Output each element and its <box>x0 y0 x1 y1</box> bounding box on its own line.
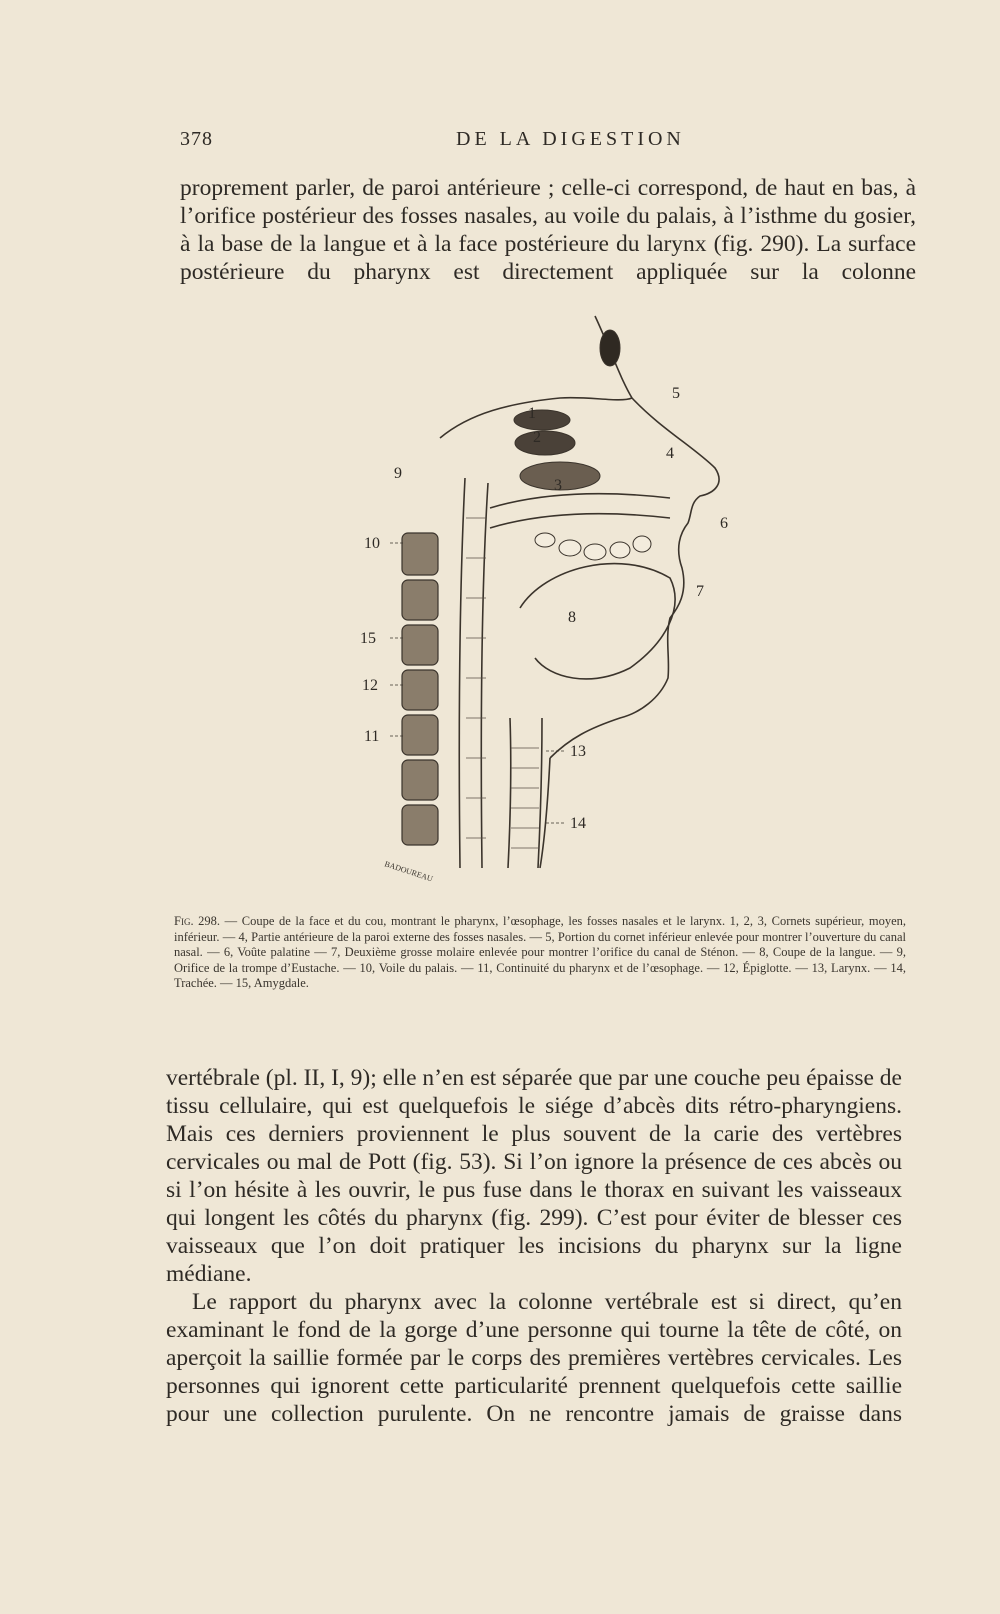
paragraph-top: proprement parler, de paroi antérieure ; celle-ci correspond, de haut en bas, à l’orifice postérieur des fosses nasales, au voile du palais, à l’isthme du gosier, à la base de la langue et à la face postérieure du larynx (fig. 290). La surface postérieure du pharynx est directement appliquée sur la colonne <box>180 175 916 285</box>
figure-label: 13 <box>570 743 586 760</box>
figure-caption-label: Fig. 298. <box>174 914 221 928</box>
figure-label: 6 <box>720 515 728 532</box>
figure-label: 1 <box>528 405 536 422</box>
figure-label: 10 <box>364 535 380 552</box>
figure-label: 4 <box>666 445 674 462</box>
figure-label: 9 <box>394 465 402 482</box>
engraver-signature: BADOUREAU <box>383 859 434 884</box>
paragraph-bottom-1: vertébrale (pl. II, I, 9); elle n’en est séparée que par une couche peu épaisse de tissu cellulaire, qui est quelquefois le siége d’abcès dits rétro-pharyngiens. Mais ces derniers proviennent le plus souvent de la carie des vertèbres cervicales ou mal de Pott (fig. 53). Si l’on ignore la présence de ces abcès ou si l’on hésite à les ouvrir, le pus fuse dans le thorax en suivant les vaisseaux qui longent les côtés du pharynx (fig. 299). C’est pour éviter de blesser ces vaisseaux que l’on doit pratiquer les incisions du pharynx sur la ligne médiane. <box>166 1065 902 1287</box>
figure-caption-text: — Coupe de la face et du cou, montrant le pharynx, l’œsophage, les fosses nasales et le larynx. 1, 2, 3, Cornets supérieur, moyen, inférieur. — 4, Partie antérieure de la paroi externe des fosses nasales. — 5, Portion du cornet inférieur enlevée pour montrer l’ouverture du canal nasal. — 6, Voûte palatine — 7, Deuxième grosse molaire enlevée pour montrer l’orifice du canal de Sténon. — 8, Coupe de la langue. — 9, Orifice de la trompe d’Eustache. — 10, Voile du palais. — 11, Continuité du pharynx et de l’œsophage. — 12, Épiglotte. — 13, Larynx. — 14, Trachée. — 15, Amygdale. <box>174 914 906 990</box>
running-title: DE LA DIGESTION <box>456 128 685 150</box>
figure-label: 7 <box>696 583 704 600</box>
running-header <box>180 128 920 156</box>
figure-label: 11 <box>364 728 380 745</box>
page-number: 378 <box>180 128 213 150</box>
figure-label: 3 <box>554 477 562 494</box>
figure-label: 15 <box>360 630 376 647</box>
paragraph-bottom-2: Le rapport du pharynx avec la colonne vertébrale est si direct, qu’en examinant le fond de la gorge d’une personne qui tourne la tête de côté, on aperçoit la saillie formée par le corps des premières vertèbres cervicales. Les personnes qui ignorent cette particularité prennent quelquefois cette saillie pour une collection purulente. On ne rencontre jamais de graisse dans <box>166 1289 902 1427</box>
figure-label: 14 <box>570 815 586 832</box>
figure-caption <box>174 914 906 992</box>
figure-label: 5 <box>672 385 680 402</box>
anatomical-figure <box>360 318 750 894</box>
figure-label: 8 <box>568 609 576 626</box>
figure-label: 12 <box>362 677 378 694</box>
figure-label: 2 <box>533 429 541 446</box>
head-neck-section-illustration <box>360 318 750 894</box>
